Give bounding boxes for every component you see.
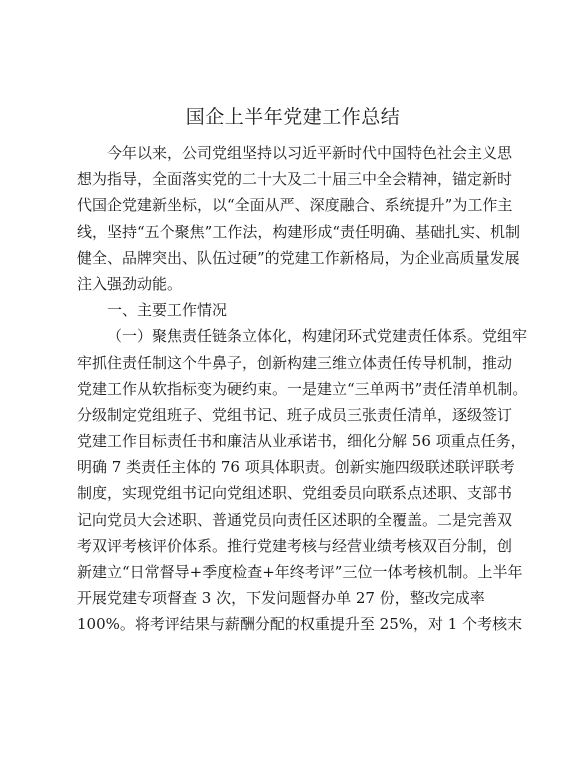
paragraph-line: 想为指导，全面落实党的二十大及二十届三中全会精神，锚定新时 — [77, 170, 513, 189]
paragraph-line: 线，坚持“五个聚焦”工作法，构建形成“责任明确、基础扎实、机制 — [77, 222, 521, 241]
paragraph-line: 明确 7 类责任主体的 76 项具体职责。创新实施四级联述联评联考 — [77, 458, 515, 477]
paragraph-line: 党建工作目标责任书和廉洁从业承诺书，细化分解 56 项重点任务， — [77, 432, 526, 451]
paragraph-line: 健全、品牌突出、队伍过硬”的党建工作新格局，为企业高质量发展 — [77, 248, 520, 267]
paragraph-line: 新建立“日常督导+季度检查+年终考评”三位一体考核机制。上半年 — [77, 563, 523, 581]
paragraph-line: 100%。将考评结果与薪酬分配的权重提升至 25%，对 1 个考核末 — [77, 615, 523, 634]
paragraph-line: （一）聚焦责任链条立体化，构建闭环式党建责任体系。党组牢 — [107, 327, 528, 346]
paragraph-line: 党建工作从软指标变为硬约束。一是建立“三单两书”责任清单机制。 — [77, 379, 528, 398]
paragraph-line: 注入强劲动能。 — [77, 274, 183, 293]
paragraph-line: 记向党员大会述职、普通党员向责任区述职的全覆盖。二是完善双 — [77, 510, 513, 529]
paragraph-line: 牢抓住责任制这个牛鼻子，创新构建三维立体责任传导机制，推动 — [77, 353, 513, 372]
paragraph-line: 制度，实现党组书记向党组述职、党组委员向联系点述职、支部书 — [77, 484, 513, 503]
paragraph-line: 今年以来，公司党组坚持以习近平新时代中国特色社会主义思 — [107, 144, 513, 162]
document-title: 国企上半年党建工作总结 — [185, 106, 401, 128]
paragraph-line: 开展党建专项督查 3 次，下发问题督办单 27 份，整改完成率 — [77, 589, 485, 608]
section-heading: 一、主要工作情况 — [107, 301, 228, 320]
document-body — [77, 140, 528, 638]
paragraph-line: 考双评考核评价体系。推行党建考核与经营业绩考核双百分制，创 — [77, 536, 513, 555]
paragraph-line: 代国企党建新坐标，以“全面从严、深度融合、系统提升”为工作主 — [77, 196, 513, 215]
paragraph-line: 分级制定党组班子、党组书记、班子成员三张责任清单，逐级签订 — [77, 405, 513, 424]
